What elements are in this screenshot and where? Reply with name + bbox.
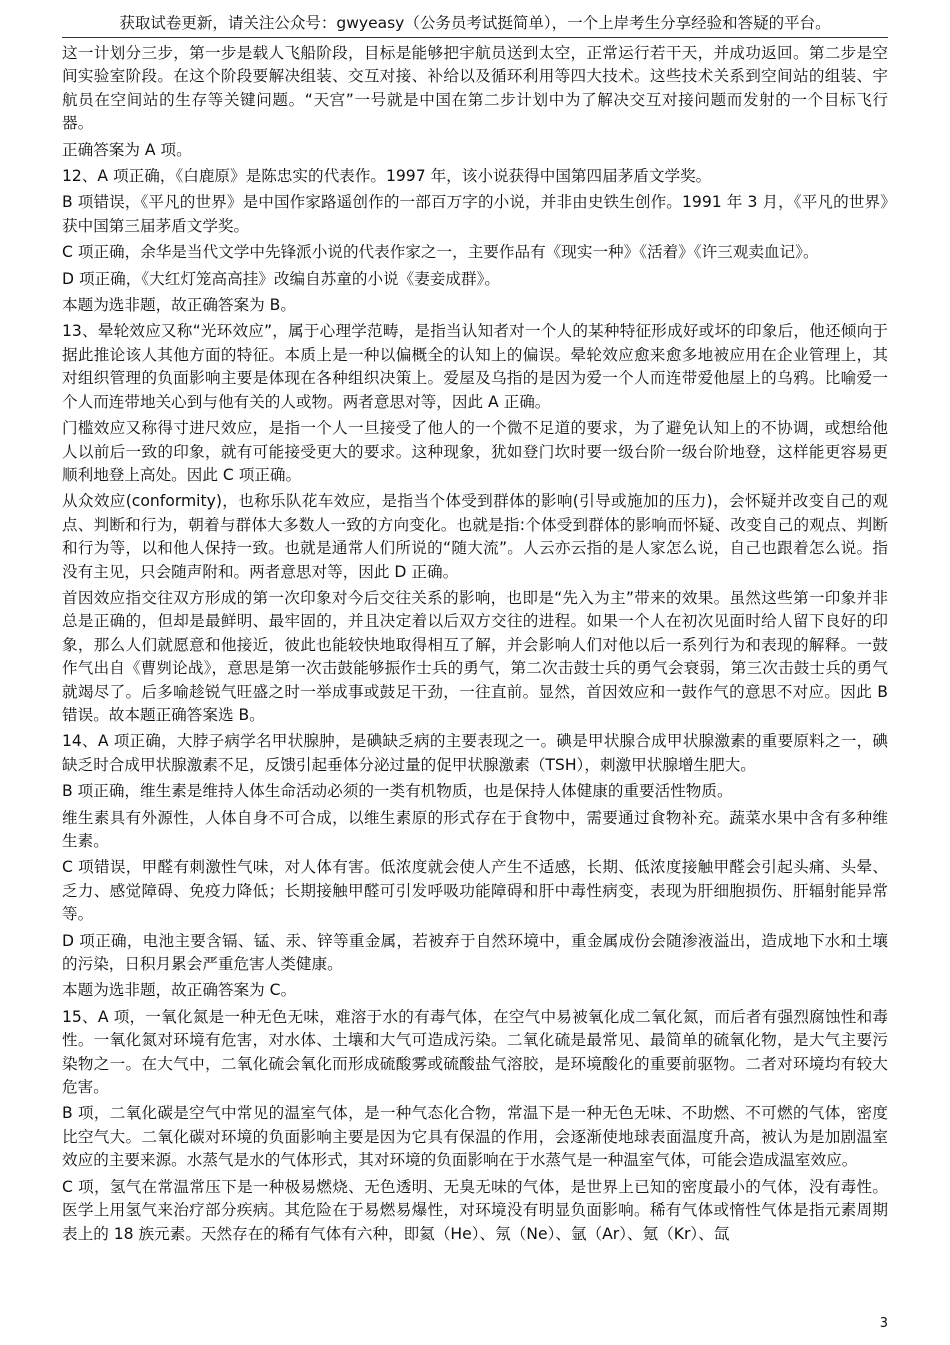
paragraph: 门槛效应又称得寸进尺效应，是指一个人一旦接受了他人的一个微不足道的要求，为了避免认知上的不协调，或想给他人以前后一致的印象，就有可能接受更大的要求。这种现象，犹如登门坎时要一级台阶一级台阶地登，这样能更容易更顺利地登上高处。因此 C 项正确。: [62, 419, 888, 484]
paragraph: 从众效应(conformity)，也称乐队花车效应，是指当个体受到群体的影响(引导或施加的压力)，会怀疑并改变自己的观点、判断和行为，朝着与群体大多数人一致的方向变化。也就是指:个体受到群体的影响而怀疑、改变自己的观点、判断和行为等，以和他人保持一致。也就是通常人们所说的“随大流”。人云亦云指的是人家怎么说，自己也跟着怎么说。指没有主见，只会随声附和。两者意思对等，因此 D 正确。: [62, 492, 888, 581]
paragraph: 正确答案为 A 项。: [62, 140, 192, 159]
paragraph: C 项正确，余华是当代文学中先锋派小说的代表作家之一，主要作品有《现实一种》《活着》《许三观卖血记》。: [62, 243, 819, 262]
paragraph: 12、A 项正确，《白鹿原》是陈忠实的代表作。1997 年，该小说获得中国第四届茅盾文学奖。: [62, 167, 712, 186]
header-divider: [62, 37, 888, 38]
page-header: 获取试卷更新，请关注公众号：gwyeasy（公务员考试挺简单），一个上岸考生分享经验和答疑的平台。: [119, 14, 831, 32]
paragraph: 本题为选非题，故正确答案为 C。: [62, 981, 297, 1000]
paragraph: B 项错误，《平凡的世界》是中国作家路遥创作的一部百万字的小说，并非由史铁生创作。1991 年 3 月，《平凡的世界》获中国第三届茅盾文学奖。: [62, 193, 888, 235]
paragraph: C 项错误，甲醛有刺激性气味，对人体有害。低浓度就会使人产生不适感，长期、低浓度接触甲醛会引起头痛、头晕、乏力、感觉障碍、免疫力降低；长期接触甲醛可引发呼吸功能障碍和肝中毒性病变，表现为肝细胞损伤、肝辐射能异常等。: [62, 858, 888, 924]
paragraph: B 项，二氧化碳是空气中常见的温室气体，是一种气态化合物，常温下是一种无色无味、不助燃、不可燃的气体，密度比空气大。二氧化碳对环境的负面影响主要是因为它具有保温的作用，会逐渐使地球表面温度升高，被认为是加剧温室效应的主要来源。水蒸气是水的气体形式，其对环境的负面影响在于水蒸气是一种温室气体，可能会造成温室效应。: [62, 1104, 888, 1170]
paragraph: 首因效应指交往双方形成的第一次印象对今后交往关系的影响，也即是“先入为主”带来的效果。虽然这些第一印象并非总是正确的，但却是最鲜明、最牢固的，并且决定着以后双方交往的进程。如果一个人在初次见面时给人留下良好的印象，那么人们就愿意和他接近，彼此也能较快地取得相互了解，并会影响人们对他以后一系列行为和表现的解释。一鼓作气出自《曹刿论战》，意思是第一次击鼓能够振作士兵的勇气，第二次击鼓士兵的勇气会衰弱，第三次击鼓士兵的勇气就竭尽了。后多喻趁锐气旺盛之时一举成事或鼓足干劲，一往直前。显然，首因效应和一鼓作气的意思不对应。因此 B 错误。故本题正确答案选 B。: [62, 588, 888, 724]
paragraph: 这一计划分三步，第一步是载人飞船阶段，目标是能够把宇航员送到太空，正常运行若干天，并成功返回。第二步是空间实验室阶段。在这个阶段要解决组装、交互对接、补给以及循环利用等四大技术。这些技术关系到空间站的组装、宇航员在空间站的生存等关键问题。“天宫”一号就是中国在第二步计划中为了解决交互对接问题而发射的一个目标飞行器。: [62, 44, 888, 133]
document-body: [62, 42, 888, 1249]
paragraph: 14、A 项正确，大脖子病学名甲状腺肿，是碘缺乏病的主要表现之一。碘是甲状腺合成甲状腺激素的重要原料之一，碘缺乏时合成甲状腺激素不足，反馈引起垂体分泌过量的促甲状腺激素（TSH），刺激甲状腺增生肥大。: [62, 732, 888, 774]
page-number: 3: [879, 1316, 888, 1331]
paragraph: 维生素具有外源性，人体自身不可合成，以维生素原的形式存在于食物中，需要通过食物补充。蔬菜水果中含有多种维生素。: [62, 808, 888, 850]
paragraph: D 项正确，电池主要含镉、锰、汞、锌等重金属，若被弃于自然环境中，重金属成份会随渗液溢出，造成地下水和土壤的污染，日积月累会严重危害人类健康。: [62, 931, 888, 974]
paragraph: C 项，氢气在常温常压下是一种极易燃烧、无色透明、无臭无味的气体，是世界上已知的密度最小的气体，没有毒性。医学上用氢气来治疗部分疾病。其危险在于易燃易爆性，对环境没有明显负面影响。稀有气体或惰性气体是指元素周期表上的 18 族元素。天然存在的稀有气体有六种，即氦（He）、氖（Ne）、氩（Ar）、氪（Kr）、氙: [62, 1177, 888, 1243]
paragraph: 13、晕轮效应又称“光环效应”，属于心理学范畴，是指当认知者对一个人的某种特征形成好或坏的印象后，他还倾向于据此推论该人其他方面的特征。本质上是一种以偏概全的认知上的偏误。晕轮效应愈来愈多地被应用在企业管理上，其对组织管理的负面影响主要是体现在各种组织决策上。爱屋及乌指的是因为爱一个人而连带爱他屋上的乌鸦。比喻爱一个人而连带地关心到与他有关的人或物。两者意思对等，因此 A 正确。: [62, 322, 888, 411]
paragraph: D 项正确，《大红灯笼高高挂》改编自苏童的小说《妻妾成群》。: [62, 269, 500, 288]
paragraph: 本题为选非题，故正确答案为 B。: [62, 296, 296, 315]
paragraph: 15、A 项，一氧化氮是一种无色无味，难溶于水的有毒气体，在空气中易被氧化成二氧化氮，而后者有强烈腐蚀性和毒性。一氧化氮对环境有危害，对水体、土壤和大气可造成污染。二氧化硫是最常见、最简单的硫氧化物，是大气主要污染物之一。在大气中，二氧化硫会氧化而形成硫酸雾或硫酸盐气溶胶，是环境酸化的重要前驱物。二者对环境均有较大危害。: [62, 1007, 888, 1097]
paragraph: B 项正确，维生素是维持人体生命活动必须的一类有机物质，也是保持人体健康的重要活性物质。: [62, 782, 733, 801]
